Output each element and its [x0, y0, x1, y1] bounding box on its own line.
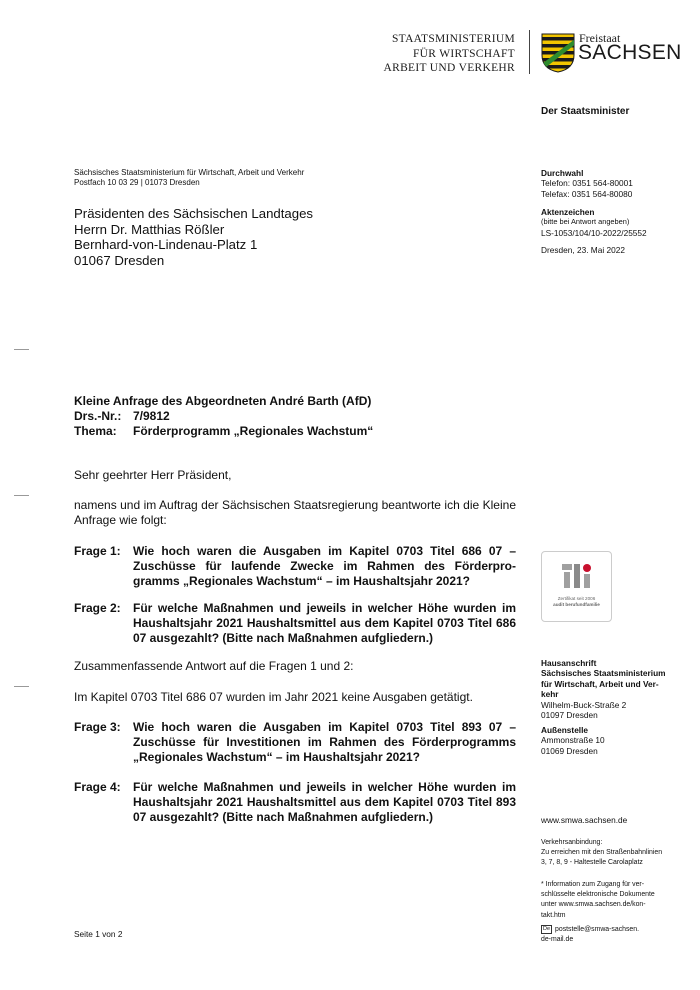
- question-text: Für welche Maßnahmen und jeweils in welcher Höhe wurden im Haushaltsjahr 2021 Haushaltsmittel aus dem Kapitel 0703 Titel 686 07 ausgezahlt? (Bitte nach Maßnahmen aufgliedern.): [133, 601, 516, 645]
- question-label: Frage 4:: [74, 780, 121, 794]
- demail-block: [541, 925, 639, 945]
- saxony-coat-of-arms-icon: [541, 33, 575, 73]
- answer-intro: Zusammenfassende Antwort auf die Fragen 1 und 2:: [74, 659, 354, 673]
- telefon: Telefon: 0351 564-80001: [541, 178, 633, 189]
- info-line: * Information zum Zugang für ver-: [541, 881, 645, 888]
- answer-text: Im Kapitel 0703 Titel 686 07 wurden im Jahr 2021 keine Ausgaben getätigt.: [74, 690, 473, 704]
- aktenzeichen-label: Aktenzeichen: [541, 207, 595, 217]
- sender-line: Sächsisches Staatsministerium für Wirtschaft, Arbeit und Verkehr: [74, 168, 305, 177]
- de-mail-icon: De: [543, 926, 551, 932]
- minister-title: Der Staatsminister: [541, 106, 630, 117]
- ministry-line: ARBEIT UND VERKEHR: [383, 62, 515, 74]
- subject-title: Kleine Anfrage des Abgeordneten André Barth (AfD): [74, 394, 372, 408]
- recipient-line: Herrn Dr. Matthias Rößler: [74, 221, 225, 237]
- recipient-line: Bernhard-von-Lindenau-Platz 1: [74, 237, 258, 252]
- question-3: [74, 720, 516, 765]
- question-label: Frage 3:: [74, 720, 121, 734]
- demail-address[interactable]: poststelle@smwa-sachsen.: [555, 926, 640, 933]
- drs-label: Drs.-Nr.:: [74, 409, 122, 423]
- certificate-line: audit berufundfamilie: [553, 602, 600, 607]
- recipient-address: [74, 206, 313, 268]
- question-text: Wie hoch waren die Ausgaben im Kapitel 0703 Titel 686 07 – Zuschüsse für laufende Zwecke im Rahmen des Förderpro-gramms „Regionales Wachstum“ – im Haushaltsjahr 2021?: [133, 544, 516, 588]
- drs-value: 7/9812: [133, 409, 170, 423]
- thema-value: Förderprogramm „Regionales Wachstum“: [133, 424, 374, 438]
- sender-address: [74, 168, 304, 188]
- brand-freistaat: Freistaat: [579, 31, 621, 45]
- verkehr-block: [541, 838, 662, 869]
- contact-phone-block: [541, 168, 633, 199]
- salutation: Sehr geehrter Herr Präsident,: [74, 468, 232, 482]
- question-label: Frage 1:: [74, 544, 121, 558]
- fold-mark: [14, 349, 29, 350]
- hausanschrift-label: Hausanschrift: [541, 658, 597, 668]
- punch-mark: [14, 495, 29, 496]
- question-text: Für welche Maßnahmen und jeweils in welcher Höhe wurden im Haushaltsjahr 2021 Haushaltsmittel aus dem Kapitel 0703 Titel 893 07 ausgezahlt? (Bitte nach Maßnahmen aufgliedern.): [133, 780, 516, 824]
- audit-logo-icon: [560, 562, 594, 590]
- thema-label: Thema:: [74, 424, 117, 438]
- hausanschrift-city: 01097 Dresden: [541, 710, 598, 721]
- aussenstelle-street: Ammonstraße 10: [541, 735, 605, 746]
- fold-mark: [14, 686, 29, 687]
- verkehr-line: 3, 7, 8, 9 - Haltestelle Carolaplatz: [541, 859, 643, 867]
- info-line: takt.htm: [541, 911, 566, 919]
- hausanschrift-street: Wilhelm-Buck-Straße 2: [541, 699, 627, 710]
- aussenstelle-block: [541, 725, 605, 756]
- logo-divider: [529, 30, 530, 74]
- hausanschrift-block: [541, 658, 671, 720]
- recipient-line: 01067 Dresden: [74, 252, 165, 268]
- ministry-line: FÜR WIRTSCHAFT: [412, 47, 515, 60]
- question-label: Frage 2:: [74, 601, 121, 615]
- aussenstelle-label: Außenstelle: [541, 725, 589, 735]
- question-1: [74, 544, 516, 589]
- question-2: [74, 601, 516, 646]
- ministry-line: STAATSMINISTERIUM: [391, 33, 515, 45]
- info-block: [541, 880, 655, 921]
- aktenzeichen-value: LS-1053/104/10-2022/25552: [541, 227, 647, 238]
- website-link[interactable]: www.smwa.sachsen.de: [541, 815, 628, 825]
- aktenzeichen-block: [541, 207, 647, 238]
- audit-certificate-badge: [541, 551, 612, 622]
- durchwahl-label: Durchwahl: [541, 168, 584, 178]
- aktenzeichen-note: (bitte bei Antwort angeben): [541, 217, 630, 227]
- certificate-line: Zertifikat seit 2006: [557, 596, 596, 601]
- page-number: Seite 1 von 2: [74, 929, 123, 939]
- sender-line: Postfach 10 03 29 | 01073 Dresden: [74, 178, 200, 187]
- ministry-name: [380, 32, 515, 76]
- question-4: [74, 780, 516, 825]
- info-line: unter www.smwa.sachsen.de/kon-: [541, 901, 646, 909]
- demail-address-cont[interactable]: de-mail.de: [541, 936, 574, 944]
- letter-date: Dresden, 23. Mai 2022: [541, 245, 625, 255]
- brand-sachsen: SACHSEN: [578, 41, 682, 64]
- verkehr-line: Zu erreichen mit den Straßenbahnlinien: [541, 849, 663, 857]
- subject-block: [74, 394, 373, 439]
- question-text: Wie hoch waren die Ausgaben im Kapitel 0703 Titel 893 07 – Zuschüsse für Investitionen im Rahmen des Förderprogramms „Regionales Wachstum“ – im Haushaltsjahr 2021?: [133, 720, 516, 764]
- verkehr-label: Verkehrsanbindung:: [541, 839, 603, 846]
- aussenstelle-city: 01069 Dresden: [541, 745, 598, 756]
- telefax: Telefax: 0351 564-80080: [541, 188, 633, 199]
- info-line: schlüsselte elektronische Dokumente: [541, 891, 655, 899]
- hausanschrift-name: Sächsisches Staatsministerium für Wirtschaft, Arbeit und Ver-kehr: [541, 668, 666, 700]
- intro-paragraph: namens und im Auftrag der Sächsischen Staatsregierung beantworte ich die Kleine Anfrage wie folgt:: [74, 498, 516, 527]
- recipient-line: Präsidenten des Sächsischen Landtages: [74, 206, 314, 221]
